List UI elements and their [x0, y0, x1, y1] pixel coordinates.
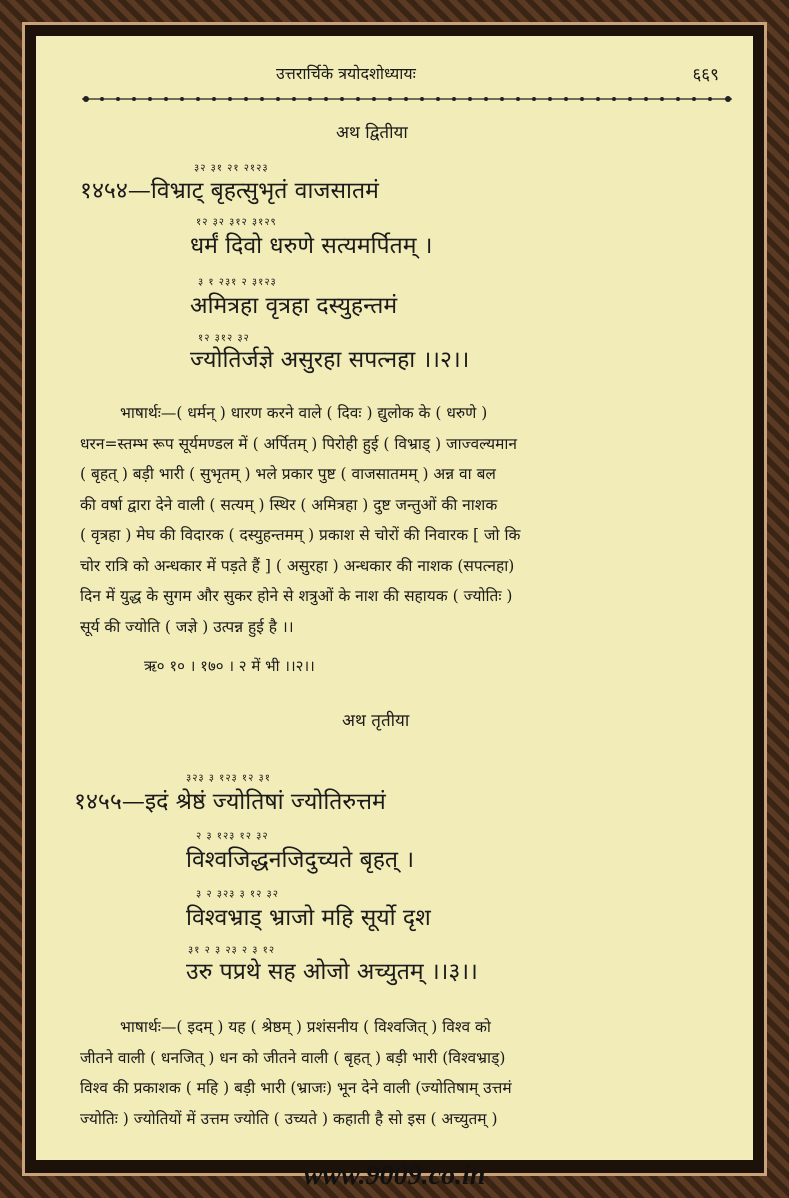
meaning-line: दिन में युद्ध के सुगम और सुकर होने से शत्रुओं के नाश की सहायक ( ज्योतिः )	[80, 587, 513, 605]
meaning-line: चोर रात्रि को अन्धकार में पड़ते हैं ] ( असुरहा ) अन्धकार की नाशक (सपत्नहा)	[80, 556, 515, 575]
decorative-rule	[82, 94, 732, 104]
verse-line: विश्वभ्राड् भ्राजो महि सूर्यो दृश	[186, 905, 431, 931]
meaning-paragraph	[80, 398, 710, 642]
page-number: ६६९	[692, 65, 719, 85]
verse-line: ज्योतिर्जज्ञे असुरहा सपत्नहा ।।२।।	[190, 347, 470, 373]
meaning-line: धरन=स्तम्भ रूप सूर्यमण्डल में ( अर्पितम् ) पिरोही हुई ( विभ्राड् ) जाज्वल्यमान	[80, 434, 518, 453]
verse-line: १४५५—इदं श्रेष्ठं ज्योतिषां ज्योतिरुत्तमं	[74, 789, 386, 815]
meaning-line: ( वृत्रहा ) मेघ की विदारक ( दस्युहन्तमम् ) प्रकाश से चोरों की निवारक [ जो कि	[80, 526, 521, 544]
meaning-line: भाषार्थः—( इदम् ) यह ( श्रेष्ठम् ) प्रशंसनीय ( विश्वजित् ) विश्व को	[120, 1018, 491, 1036]
verse-line: विश्वजिद्धनजिदुच्यते बृहत् ।	[186, 847, 415, 873]
accent-marks: ३२३ ३ १२३ १२ ३१	[186, 773, 271, 784]
meaning-line: की वर्षा द्वारा देने वाली ( सत्यम् ) स्थिर ( अमित्रहा ) दुष्ट जन्तुओं की नाशक	[80, 495, 498, 514]
verse-line: उरु पप्रथे सह ओजो अच्युतम् ।।३।।	[186, 959, 478, 985]
meaning-line: विश्व की प्रकाशक ( महि ) बड़ी भारी (भ्राजः) भून देने वाली (ज्योतिषाम् उत्तमं	[80, 1079, 512, 1097]
meaning-line: जीतने वाली ( धनजित् ) धन को जीतने वाली ( बृहत् ) बड़ी भारी (विश्वभ्राड्)	[80, 1048, 506, 1067]
accent-marks: ३१ २ ३ २३ २ ३ १२	[188, 945, 276, 956]
meaning-line: ( बृहत् ) बड़ी भारी ( सुभृतम् ) भले प्रकार पुष्ट ( वाजसातमम् ) अन्न वा बल	[80, 465, 496, 483]
meaning-line: ज्योतिः ) ज्योतियों में उत्तम ज्योति ( उच्यते ) कहाती है सो इस ( अच्युतम् )	[80, 1109, 498, 1128]
chapter-title: उत्तरार्चिके त्रयोदशोध्यायः	[276, 64, 416, 83]
verse-line: धर्मं दिवो धरुणे सत्यमर्पितम् ।	[190, 233, 433, 259]
verse-line: अमित्रहा वृत्रहा दस्युहन्तमं	[190, 293, 398, 319]
book-page	[36, 36, 753, 1160]
page-header	[36, 60, 753, 86]
accent-marks: २ ३ १२३ १२ ३२	[196, 831, 269, 842]
verse-line: १४५४—विभ्राट् बृहत्सुभृतं वाजसातमं	[80, 178, 379, 204]
accent-marks: ३ १ २३१ २ ३१२३	[198, 277, 277, 288]
section-heading: अथ तृतीया	[342, 711, 410, 731]
reference-note: ऋ० १० । १७० । २ में भी ।।२।।	[144, 657, 315, 675]
meaning-paragraph	[80, 1012, 710, 1134]
meaning-line: भाषार्थः—( धर्मन् ) धारण करने वाले ( दिवः ) द्युलोक के ( धरुणे )	[120, 404, 488, 422]
meaning-line: सूर्य की ज्योति ( जज्ञे ) उत्पन्न हुई है ।।	[80, 617, 294, 636]
section-heading: अथ द्वितीया	[336, 123, 408, 143]
watermark-url: www.9009.co.in	[303, 1160, 486, 1191]
accent-marks: ३२ ३१ २१ २१२३	[194, 163, 269, 174]
accent-marks: ३ २ ३२३ ३ १२ ३२	[196, 889, 279, 900]
accent-marks: १२ ३१२ ३२	[198, 333, 250, 344]
accent-marks: १२ ३२ ३१२ ३१२९	[196, 217, 277, 228]
